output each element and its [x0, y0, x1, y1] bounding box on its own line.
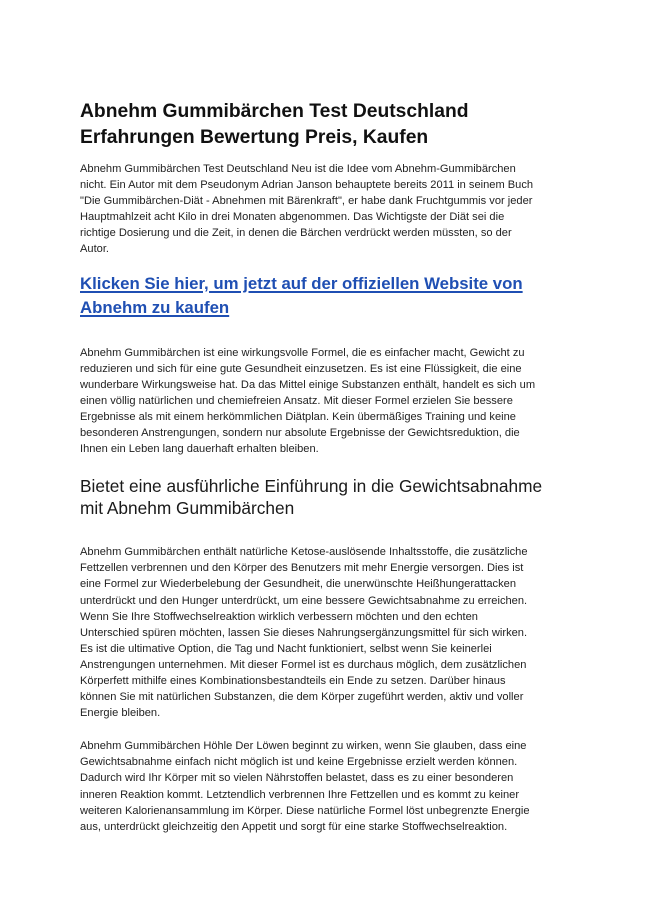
text-line: nicht. Ein Autor mit dem Pseudonym Adrian Janson behauptete bereits 2011 in seinem Buch [80, 179, 534, 192]
text-line: "Die Gummibärchen-Diät - Abnehmen mit Bärenkraft", er habe dank Fruchtgummis vor jeder [80, 195, 533, 208]
text-line: Abnehm Gummibärchen enthält natürliche Ketose-auslösende Inhaltsstoffe, die zusätzliche [80, 546, 528, 559]
link-line[interactable]: Abnehm zu kaufen [80, 297, 230, 317]
text-line: Anstrengungen unternehmen. Mit dieser Formel ist es durchaus möglich, dem zusätzlichen [80, 658, 527, 671]
title-line: Erfahrungen Bewertung Preis, Kaufen [80, 127, 429, 148]
paragraph-effect [80, 738, 580, 835]
text-line: Wenn Sie Ihre Stoffwechselreaktion wirklich verbessern möchten und den echten [80, 610, 478, 623]
text-line: eine Formel zur Wiederbelebung der Gesundheit, die unerwünschte Heißhungerattacken [80, 578, 516, 591]
text-line: weiteren Kalorienansammlung im Körper. Diese natürliche Formel löst unbegrenzte Energie [80, 804, 530, 817]
heading-line: Bietet eine ausführliche Einführung in die Gewichtsabnahme [80, 476, 543, 497]
link-line[interactable]: Klicken Sie hier, um jetzt auf der offiziellen Website von [80, 273, 523, 293]
text-line: Ihnen ein Leben lang dauerhaft erhalten bleiben. [80, 443, 319, 456]
official-website-link[interactable] [80, 272, 580, 320]
document-page [80, 99, 580, 835]
title-line: Abnehm Gummibärchen Test Deutschland [80, 101, 469, 122]
text-line: Gewichtsabnahme einfach nicht möglich ist und keine Ergebnisse erzielt werden können. [80, 756, 518, 769]
text-line: aus, unterdrückt gleichzeitig den Appetit und sorgt für eine starke Stoffwechselreaktion. [80, 820, 508, 833]
heading-line: mit Abnehm Gummibärchen [80, 498, 295, 519]
page-title [80, 99, 580, 151]
text-line: Unterschied spüren möchten, lassen Sie dieses Nahrungsergänzungsmittel für sich wirken. [80, 626, 528, 639]
text-line: inneren Reaktion kommt. Letztendlich verbrennen Ihre Fettzellen und es kommt zu keiner [80, 788, 520, 801]
text-line: Ergebnisse als mit einem herkömmlichen Diätplan. Kein übermäßiges Training und keine [80, 410, 516, 423]
text-line: wunderbare Wirkungsweise hat. Da das Mittel einige Substanzen enthält, handelt es sich um [80, 378, 536, 391]
text-line: richtige Dosierung und die Zeit, in denen die Bärchen verdrückt werden müssten, so der [80, 227, 512, 240]
text-line: Dadurch wird Ihr Körper mit so vielen Nährstoffen belastet, dass es zu einer besonderen [80, 772, 514, 785]
text-line: unterdrückt und den Hunger unterdrückt, um eine bessere Gewichtsabnahme zu erreichen. [80, 594, 528, 607]
text-line: Fettzellen verbrennen und den Körper des Benutzers mit mehr Energie versorgen. Dies ist [80, 562, 524, 575]
text-line: Autor. [80, 243, 109, 256]
text-line: Hauptmahlzeit acht Kilo in drei Monaten abgenommen. Das Wichtigste der Diät sei die [80, 211, 505, 224]
text-line: Abnehm Gummibärchen Test Deutschland Neu ist die Idee vom Abnehm-Gummibärchen [80, 163, 516, 175]
paragraph-ketosis [80, 544, 580, 721]
text-line: Es ist die ultimative Option, die Tag und Nacht funktioniert, selbst wenn Sie keinerlei [80, 642, 492, 655]
text-line: Abnehm Gummibärchen ist eine wirkungsvolle Formel, die es einfacher macht, Gewicht zu [80, 346, 525, 359]
text-line: Abnehm Gummibärchen Höhle Der Löwen beginnt zu wirken, wenn Sie glauben, dass eine [80, 740, 527, 753]
text-line: reduzieren und sich für eine gute Gesundheit einzusetzen. Es ist eine Flüssigkeit, die eine [80, 362, 522, 375]
text-line: Energie bleiben. [80, 707, 161, 720]
text-line: können Sie mit natürlichen Substanzen, die dem Körper zugeführt werden, aktiv und voller [80, 691, 524, 704]
paragraph-formula [80, 345, 580, 458]
intro-paragraph [80, 161, 580, 258]
text-line: besonderen Anstrengungen, sondern nur absolute Ergebnisse der Gewichtsreduktion, die [80, 427, 520, 440]
text-line: einen völlig natürlichen und chemiefreien Ansatz. Mit dieser Formel erzielen Sie bessere [80, 394, 513, 407]
text-line: Körperfett mithilfe eines Kombinationsbestandteils ein Ende zu setzen. Darüber hinaus [80, 674, 506, 687]
section-heading [80, 475, 580, 519]
